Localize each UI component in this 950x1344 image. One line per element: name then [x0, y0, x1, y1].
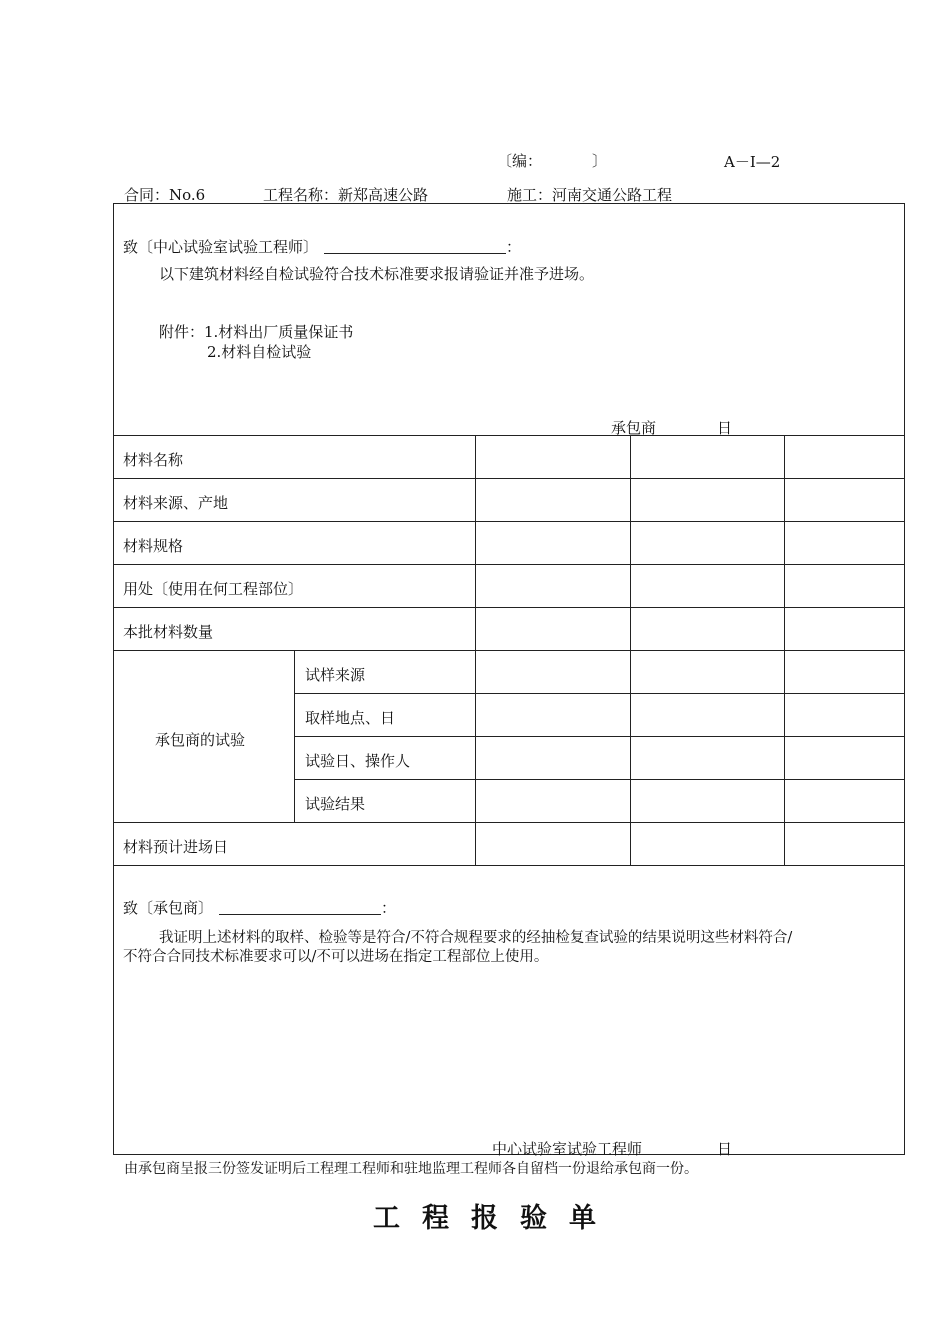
section2-to-colon: ：: [381, 899, 397, 917]
row-material-spec: 材料规格: [123, 537, 184, 555]
document-title: 工程报验单: [373, 1203, 618, 1234]
code-label: 〔编：: [497, 152, 543, 170]
report-form: [113, 203, 905, 1158]
section1-addressee: [123, 236, 521, 257]
row-sampling-place: 取样地点、日: [305, 709, 396, 727]
section1-to-colon: ：: [506, 238, 522, 256]
row-material-quantity: 本批材料数量: [123, 623, 214, 641]
section1-date: 日: [717, 419, 733, 437]
group-contractor-test: 承包商的试验: [155, 731, 246, 749]
section2-addressee: [123, 897, 396, 918]
row-material-name: 材料名称: [123, 451, 184, 469]
row-expected-entry-date: 材料预计进场日: [123, 838, 229, 856]
section2-body-line2: 不符合合同技术标准要求可以/不可以进场在指定工程部位上使用。: [123, 949, 549, 965]
row-test-result: 试验结果: [305, 795, 366, 813]
row-sample-source: 试样来源: [305, 666, 366, 684]
form-number: A－Ⅰ—2: [724, 153, 781, 171]
section1-attachment-2: 2.材料自检试验: [207, 343, 312, 361]
section2-body-line1: 我证明上述材料的取样、检验等是符合/不符合规程要求的经抽检复查试验的结果说明这些材料符合/: [159, 930, 793, 946]
row-material-source: 材料来源、产地: [123, 494, 229, 512]
section2-to-blank[interactable]: [219, 900, 381, 915]
section1-signature: 承包商: [611, 419, 657, 437]
section2-to-label: 致〔承包商〕: [123, 899, 214, 917]
section2-date: 日: [717, 1140, 733, 1158]
code-close: 〕: [592, 152, 608, 170]
section1-body: 以下建筑材料经自检试验符合技术标准要求报请验证并准予进场。: [159, 265, 595, 283]
section1-to-label: 致〔中心试验室试验工程师〕: [123, 238, 319, 256]
row-material-usage: 用处〔使用在何工程部位〕: [123, 580, 304, 598]
constructor-name: 施工：河南交通公路工程: [507, 186, 673, 204]
footer-note: 由承包商呈报三份签发证明后工程理工程师和驻地监理工程师各自留档一份退给承包商一份。: [124, 1161, 698, 1177]
contract-number: 合同：No.6: [124, 186, 206, 204]
row-test-operator: 试验日、操作人: [305, 752, 411, 770]
section1-attachment-1: 附件：1.材料出厂质量保证书: [159, 323, 354, 341]
section2-signature: 中心试验室试验工程师: [492, 1140, 643, 1158]
section1-to-blank[interactable]: [324, 239, 506, 254]
project-name: 工程名称：新郑高速公路: [263, 186, 429, 204]
